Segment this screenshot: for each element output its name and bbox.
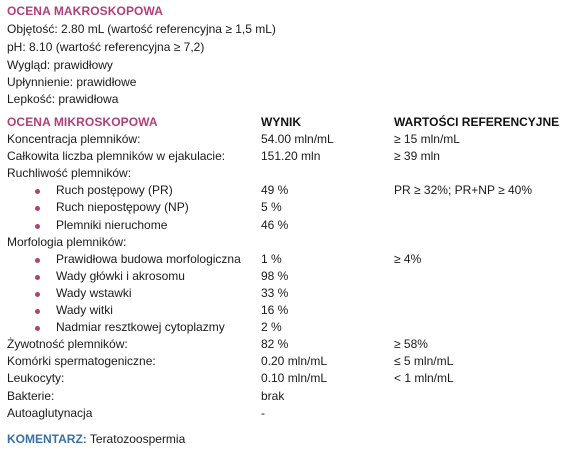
row-label: Plemniki nieruchome bbox=[56, 218, 168, 232]
row-label: Nadmiar resztkowej cytoplazmy bbox=[56, 320, 225, 334]
row-reference: PR ≥ 32%; PR+NP ≥ 40% bbox=[394, 183, 533, 197]
bullet-icon bbox=[35, 206, 40, 211]
comment-key: KOMENTARZ: bbox=[7, 432, 87, 446]
table-row bbox=[0, 269, 579, 286]
row-result: 0.10 mln/mL bbox=[261, 371, 328, 385]
macro-section-title: OCENA MAKROSKOPOWA bbox=[7, 4, 164, 18]
row-label: Wady główki i akrosomu bbox=[56, 269, 185, 283]
table-row bbox=[0, 218, 579, 235]
table-row bbox=[0, 320, 579, 337]
table-row bbox=[0, 371, 579, 388]
bullet-icon bbox=[35, 309, 40, 314]
row-result: 0.20 mln/mL bbox=[261, 354, 328, 368]
bullet-icon bbox=[35, 224, 40, 229]
row-label: Żywotność plemników: bbox=[7, 337, 128, 351]
table-row bbox=[0, 406, 579, 423]
table-row bbox=[0, 286, 579, 303]
comment bbox=[7, 432, 185, 446]
row-result: 82 % bbox=[261, 337, 289, 351]
bullet-icon bbox=[35, 258, 40, 263]
row-result: 49 % bbox=[261, 183, 289, 197]
row-label: Komórki spermatogeniczne: bbox=[7, 354, 156, 368]
micro-section-title: OCENA MIKROSKOPOWA bbox=[7, 115, 158, 129]
table-row bbox=[0, 149, 579, 166]
table-row bbox=[0, 354, 579, 371]
table-row bbox=[0, 132, 579, 149]
row-reference: ≥ 4% bbox=[394, 252, 422, 266]
row-result: 46 % bbox=[261, 218, 289, 232]
row-reference: ≤ 5 mln/mL bbox=[394, 354, 454, 368]
row-result: 33 % bbox=[261, 286, 289, 300]
row-label: Wady wstawki bbox=[56, 286, 132, 300]
row-result: - bbox=[261, 406, 265, 420]
row-label: Morfologia plemników: bbox=[7, 235, 127, 249]
table-row bbox=[0, 235, 579, 252]
row-result: brak bbox=[261, 389, 285, 403]
row-result: 151.20 mln bbox=[261, 149, 321, 163]
row-result: 2 % bbox=[261, 320, 282, 334]
row-label: Wady witki bbox=[56, 303, 113, 317]
bullet-icon bbox=[35, 292, 40, 297]
row-label: Leukocyty: bbox=[7, 371, 65, 385]
table-row bbox=[0, 166, 579, 183]
table-row bbox=[0, 389, 579, 406]
bullet-icon bbox=[35, 326, 40, 331]
row-label: Ruch postępowy (PR) bbox=[56, 183, 173, 197]
macro-appearance: Wygląd: prawidłowy bbox=[7, 58, 113, 72]
row-result: 5 % bbox=[261, 200, 282, 214]
table-row bbox=[0, 337, 579, 354]
row-label: Ruchliwość plemników: bbox=[7, 166, 132, 180]
row-result: 54.00 mln/mL bbox=[261, 132, 334, 146]
row-label: Całkowita liczba plemników w ejakulacie: bbox=[7, 149, 226, 163]
macro-liquefaction: Upłynnienie: prawidłowe bbox=[7, 75, 137, 89]
bullet-icon bbox=[35, 275, 40, 280]
table-row bbox=[0, 183, 579, 200]
macro-viscosity: Lepkość: prawidłowa bbox=[7, 92, 119, 106]
table-row bbox=[0, 252, 579, 269]
reference-column-header: WARTOŚCI REFERENCYJNE bbox=[394, 115, 560, 129]
table-row bbox=[0, 303, 579, 320]
row-label: Prawidłowa budowa morfologiczna bbox=[56, 252, 241, 266]
row-result: 1 % bbox=[261, 252, 282, 266]
row-result: 98 % bbox=[261, 269, 289, 283]
row-reference: ≥ 39 mln bbox=[394, 149, 440, 163]
table-row bbox=[0, 200, 579, 217]
comment-value: Teratozoospermia bbox=[89, 432, 186, 446]
macro-volume: Objętość: 2.80 mL (wartość referencyjna ≥ 1,5 mL) bbox=[7, 22, 276, 36]
row-reference: ≥ 58% bbox=[394, 337, 428, 351]
row-result: 16 % bbox=[261, 303, 289, 317]
row-label: Koncentracja plemników: bbox=[7, 132, 141, 146]
row-label: Autoaglutynacja bbox=[7, 406, 93, 420]
row-reference: ≥ 15 mln/mL bbox=[394, 132, 460, 146]
macro-ph: pH: 8.10 (wartość referencyjna ≥ 7,2) bbox=[7, 40, 205, 54]
row-label: Ruch niepostępowy (NP) bbox=[56, 200, 189, 214]
bullet-icon bbox=[35, 189, 40, 194]
result-column-header: WYNIK bbox=[261, 115, 301, 129]
row-reference: < 1 mln/mL bbox=[394, 371, 454, 385]
row-label: Bakterie: bbox=[7, 389, 55, 403]
